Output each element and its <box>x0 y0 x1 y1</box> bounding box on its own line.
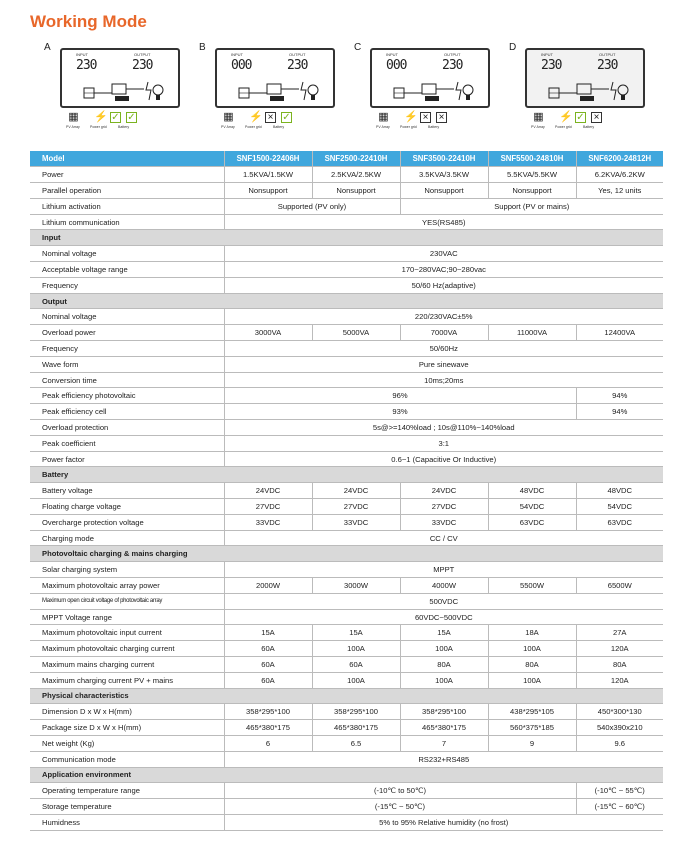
cell-value: 9 <box>488 735 576 751</box>
cross-icon: × <box>591 112 602 123</box>
cell-value: 100A <box>400 672 488 688</box>
output-voltage: 230 <box>597 58 618 73</box>
row-label: Charging mode <box>30 530 224 546</box>
table-row <box>30 530 663 546</box>
cell-value: Nonsupport <box>224 183 312 199</box>
icon-label: PV Array <box>221 125 235 129</box>
cell-value: 24VDC <box>400 483 488 499</box>
row-label: Net weight (Kg) <box>30 735 224 751</box>
power-flow-icon <box>392 80 478 102</box>
cell-value: 24VDC <box>224 483 312 499</box>
cell-value: 27VDC <box>400 499 488 515</box>
row-label: Nominal voltage <box>30 246 224 262</box>
row-label: Acceptable voltage range <box>30 262 224 278</box>
row-label: Battery voltage <box>30 483 224 499</box>
cell-value: MPPT <box>224 562 663 578</box>
cell-value: 100A <box>488 641 576 657</box>
cell-value: 18A <box>488 625 576 641</box>
lcd-display <box>60 48 180 108</box>
icon-label: PV Array <box>66 125 80 129</box>
cell-value: 7000VA <box>400 325 488 341</box>
table-row <box>30 262 663 278</box>
output-label: OUTPUT <box>134 52 151 57</box>
lcd-display <box>525 48 645 108</box>
cell-value: 60A <box>224 672 312 688</box>
cell-value: 48VDC <box>576 483 663 499</box>
cell-value: 230VAC <box>224 246 663 262</box>
cell-value: 0.6~1 (Capacitive Or Inductive) <box>224 451 663 467</box>
row-label: Conversion time <box>30 372 224 388</box>
status-icons <box>378 112 500 132</box>
cell-value: 5000VA <box>312 325 400 341</box>
table-row <box>30 372 663 388</box>
mode-letter: C <box>354 42 362 53</box>
cell-value: 5% to 95% Relative humidity (no frost) <box>224 814 663 830</box>
cell-value: 3.5KVA/3.5KW <box>400 167 488 183</box>
cell-value: 50/60Hz <box>224 341 663 357</box>
table-row <box>30 625 663 641</box>
cell-value: 465*380*175 <box>224 720 312 736</box>
check-icon: ✓ <box>127 112 136 123</box>
row-label: Humidness <box>30 814 224 830</box>
power-tower-icon: ⚡ <box>559 111 573 123</box>
row-label: MPPT Voltage range <box>30 609 224 625</box>
cell-value: (-10℃ ~ 55℃) <box>576 783 663 799</box>
mode-panel <box>199 38 347 133</box>
power-tower-icon: ⚡ <box>94 111 108 123</box>
output-label: OUTPUT <box>289 52 306 57</box>
cell-value: 2000W <box>224 578 312 594</box>
power-flow-icon <box>82 80 168 102</box>
cell-value: 15A <box>312 625 400 641</box>
row-label: Solar charging system <box>30 562 224 578</box>
row-label: Parallel operation <box>30 183 224 199</box>
table-row <box>30 356 663 372</box>
row-label: Dimension D x W x H(mm) <box>30 704 224 720</box>
cell-value: 100A <box>312 641 400 657</box>
cell-value: Supported (PV only) <box>224 198 400 214</box>
input-voltage: 000 <box>386 58 407 73</box>
cell-value: Nonsupport <box>400 183 488 199</box>
table-row <box>30 672 663 688</box>
row-label: Overcharge protection voltage <box>30 514 224 530</box>
mode-letter: A <box>44 42 51 53</box>
row-label: Operating temperature range <box>30 783 224 799</box>
solar-panel-icon: ▦ <box>533 111 544 123</box>
cell-value: CC / CV <box>224 530 663 546</box>
header-label: Model <box>30 151 224 167</box>
cell-value: 7 <box>400 735 488 751</box>
table-row <box>30 404 663 420</box>
table-row <box>30 783 663 799</box>
cell-value: 94% <box>576 388 663 404</box>
cell-value: 5500W <box>488 578 576 594</box>
cell-value: 15A <box>400 625 488 641</box>
row-label: Frequency <box>30 277 224 293</box>
table-header-row <box>30 151 663 167</box>
icon-label: PV Array <box>531 125 545 129</box>
cell-value: 96% <box>224 388 576 404</box>
table-row <box>30 214 663 230</box>
table-row <box>30 183 663 199</box>
cell-value: 27VDC <box>224 499 312 515</box>
row-label: Maximum photovoltaic charging current <box>30 641 224 657</box>
section-title: Physical characteristics <box>30 688 663 704</box>
cross-icon: × <box>436 112 447 123</box>
cell-value: 540x390x210 <box>576 720 663 736</box>
cell-value: 465*380*175 <box>400 720 488 736</box>
row-label: Maximum photovoltaic input current <box>30 625 224 641</box>
cell-value: 63VDC <box>488 514 576 530</box>
row-label: Storage temperature <box>30 799 224 815</box>
cell-value: 33VDC <box>224 514 312 530</box>
table-row <box>30 799 663 815</box>
row-label: Maximum charging current PV + mains <box>30 672 224 688</box>
cell-value: 3000VA <box>224 325 312 341</box>
check-icon: ✓ <box>576 112 585 123</box>
output-voltage: 230 <box>442 58 463 73</box>
page-title: Working Mode <box>30 12 147 31</box>
cell-value: 438*295*105 <box>488 704 576 720</box>
row-label: Lithium activation <box>30 198 224 214</box>
cross-icon: × <box>265 112 276 123</box>
row-label: Power <box>30 167 224 183</box>
cell-value: 60A <box>224 641 312 657</box>
icon-label: Power grid <box>90 125 107 129</box>
cell-value: 120A <box>576 641 663 657</box>
cell-value: 11000VA <box>488 325 576 341</box>
table-row <box>30 341 663 357</box>
power-flow-icon <box>237 80 323 102</box>
mode-panel <box>354 38 502 133</box>
section-title: Battery <box>30 467 663 483</box>
cell-value: 220/230VAC±5% <box>224 309 663 325</box>
solar-panel-icon: ▦ <box>378 111 389 123</box>
section-title: Application environment <box>30 767 663 783</box>
cell-value: 27A <box>576 625 663 641</box>
section-row <box>30 467 663 483</box>
output-voltage: 230 <box>132 58 153 73</box>
status-icons <box>223 112 345 132</box>
cell-value: 358*295*100 <box>312 704 400 720</box>
table-row <box>30 198 663 214</box>
cell-value: 54VDC <box>576 499 663 515</box>
input-voltage: 230 <box>76 58 97 73</box>
cell-value: RS232+RS485 <box>224 751 663 767</box>
output-voltage: 230 <box>287 58 308 73</box>
cell-value: 27VDC <box>312 499 400 515</box>
table-row <box>30 499 663 515</box>
row-label: Wave form <box>30 356 224 372</box>
cell-value: 100A <box>400 641 488 657</box>
icon-label: Power grid <box>245 125 262 129</box>
input-voltage: 000 <box>231 58 252 73</box>
cell-value: 50/60 Hz(adaptive) <box>224 277 663 293</box>
cell-value: 33VDC <box>400 514 488 530</box>
cell-value: Yes, 12 units <box>576 183 663 199</box>
output-label: OUTPUT <box>444 52 461 57</box>
table-row <box>30 814 663 830</box>
table-row <box>30 420 663 436</box>
cell-value: 93% <box>224 404 576 420</box>
cell-value: Nonsupport <box>488 183 576 199</box>
input-label: INPUT <box>386 52 398 57</box>
solar-panel-icon: ▦ <box>68 111 79 123</box>
cell-value: 5s@>=140%load ; 10s@110%~140%load <box>224 420 663 436</box>
status-icons <box>68 112 190 132</box>
cell-value: 358*295*100 <box>400 704 488 720</box>
section-title: Input <box>30 230 663 246</box>
input-label: INPUT <box>76 52 88 57</box>
cell-value: 2.5KVA/2.5KW <box>312 167 400 183</box>
header-model: SNF1500-22406H <box>224 151 312 167</box>
table-row <box>30 435 663 451</box>
icon-label: Power grid <box>400 125 417 129</box>
cell-value: 60A <box>224 657 312 673</box>
table-row <box>30 578 663 594</box>
lcd-display <box>370 48 490 108</box>
row-label: Lithium communication <box>30 214 224 230</box>
cell-value: 60A <box>312 657 400 673</box>
cell-value: (-15℃ ~ 60℃) <box>576 799 663 815</box>
mode-letter: D <box>509 42 517 53</box>
table-row <box>30 246 663 262</box>
cell-value: 6.2KVA/6.2KW <box>576 167 663 183</box>
cell-value: 10ms;20ms <box>224 372 663 388</box>
header-model: SNF6200-24812H <box>576 151 663 167</box>
cell-value: 9.6 <box>576 735 663 751</box>
cell-value: 560*375*185 <box>488 720 576 736</box>
cell-value: 48VDC <box>488 483 576 499</box>
cell-value: 80A <box>400 657 488 673</box>
cross-icon: × <box>420 112 431 123</box>
icon-label: Battery <box>428 125 440 129</box>
input-voltage: 230 <box>541 58 562 73</box>
icon-label: Battery <box>583 125 595 129</box>
table-row <box>30 167 663 183</box>
row-label: Peak coefficient <box>30 435 224 451</box>
cell-value: 80A <box>488 657 576 673</box>
cell-value: Pure sinewave <box>224 356 663 372</box>
row-label: Overload protection <box>30 420 224 436</box>
cell-value: 63VDC <box>576 514 663 530</box>
output-label: OUTPUT <box>599 52 616 57</box>
cell-value: (-15℃ ~ 50℃) <box>224 799 576 815</box>
status-icons <box>533 112 655 132</box>
cell-value: 170~280VAC;90~280vac <box>224 262 663 278</box>
row-label: Frequency <box>30 341 224 357</box>
lcd-display <box>215 48 335 108</box>
cell-value: 4000W <box>400 578 488 594</box>
section-row <box>30 546 663 562</box>
cell-value: 5.5KVA/5.5KW <box>488 167 576 183</box>
row-label: Power factor <box>30 451 224 467</box>
icon-label: PV Array <box>376 125 390 129</box>
row-label: Overload power <box>30 325 224 341</box>
row-label: Maximum photovoltaic array power <box>30 578 224 594</box>
cell-value: 6 <box>224 735 312 751</box>
table-row <box>30 704 663 720</box>
cell-value: 80A <box>576 657 663 673</box>
table-row <box>30 562 663 578</box>
cell-value: 15A <box>224 625 312 641</box>
cell-value: 54VDC <box>488 499 576 515</box>
section-row <box>30 230 663 246</box>
section-row <box>30 293 663 309</box>
section-title: Output <box>30 293 663 309</box>
header-model: SNF2500-22410H <box>312 151 400 167</box>
table-row <box>30 388 663 404</box>
cell-value: 120A <box>576 672 663 688</box>
check-icon: ✓ <box>111 112 120 123</box>
cell-value: 3000W <box>312 578 400 594</box>
mode-letter: B <box>199 42 206 53</box>
row-label: Floating charge voltage <box>30 499 224 515</box>
row-label: Communication mode <box>30 751 224 767</box>
table-row <box>30 641 663 657</box>
cell-value: 12400VA <box>576 325 663 341</box>
cell-value: 60VDC~500VDC <box>224 609 663 625</box>
table-row <box>30 609 663 625</box>
header-model: SNF3500-22410H <box>400 151 488 167</box>
icon-label: Power grid <box>555 125 572 129</box>
cell-value: 358*295*100 <box>224 704 312 720</box>
cell-value: 33VDC <box>312 514 400 530</box>
check-icon: ✓ <box>282 112 291 123</box>
cell-value: Nonsupport <box>312 183 400 199</box>
section-row <box>30 767 663 783</box>
header-model: SNF5500-24810H <box>488 151 576 167</box>
row-label: Nominal voltage <box>30 309 224 325</box>
table-row <box>30 325 663 341</box>
cell-value: 6.5 <box>312 735 400 751</box>
cell-value: 100A <box>312 672 400 688</box>
power-tower-icon: ⚡ <box>404 111 418 123</box>
cell-value: 94% <box>576 404 663 420</box>
row-label: Peak efficiency cell <box>30 404 224 420</box>
table-row <box>30 720 663 736</box>
power-tower-icon: ⚡ <box>249 111 263 123</box>
table-row <box>30 751 663 767</box>
section-title: Photovoltaic charging & mains charging <box>30 546 663 562</box>
spec-table <box>30 151 663 831</box>
cell-value: 100A <box>488 672 576 688</box>
input-label: INPUT <box>541 52 553 57</box>
table-row <box>30 735 663 751</box>
cell-value: Support (PV or mains) <box>400 198 663 214</box>
section-row <box>30 688 663 704</box>
cell-value: 450*300*130 <box>576 704 663 720</box>
input-label: INPUT <box>231 52 243 57</box>
cell-value: 500VDC <box>224 593 663 609</box>
cell-value: 465*380*175 <box>312 720 400 736</box>
icon-label: Battery <box>273 125 285 129</box>
solar-panel-icon: ▦ <box>223 111 234 123</box>
table-row <box>30 514 663 530</box>
table-row <box>30 593 663 609</box>
table-row <box>30 657 663 673</box>
row-label: Peak efficiency photovoltaic <box>30 388 224 404</box>
table-row <box>30 451 663 467</box>
cell-value: YES(RS485) <box>224 214 663 230</box>
icon-label: Battery <box>118 125 130 129</box>
row-label: Maximum open circuit voltage of photovoltaic array <box>30 593 224 609</box>
cell-value: (-10℃ to 50℃) <box>224 783 576 799</box>
table-row <box>30 483 663 499</box>
row-label: Package size D x W x H(mm) <box>30 720 224 736</box>
row-label: Maximum mains charging current <box>30 657 224 673</box>
cell-value: 3:1 <box>224 435 663 451</box>
table-row <box>30 277 663 293</box>
cell-value: 24VDC <box>312 483 400 499</box>
cell-value: 1.5KVA/1.5KW <box>224 167 312 183</box>
mode-panel <box>44 38 192 133</box>
power-flow-icon <box>547 80 633 102</box>
table-row <box>30 309 663 325</box>
cell-value: 6500W <box>576 578 663 594</box>
mode-panel <box>509 38 657 133</box>
